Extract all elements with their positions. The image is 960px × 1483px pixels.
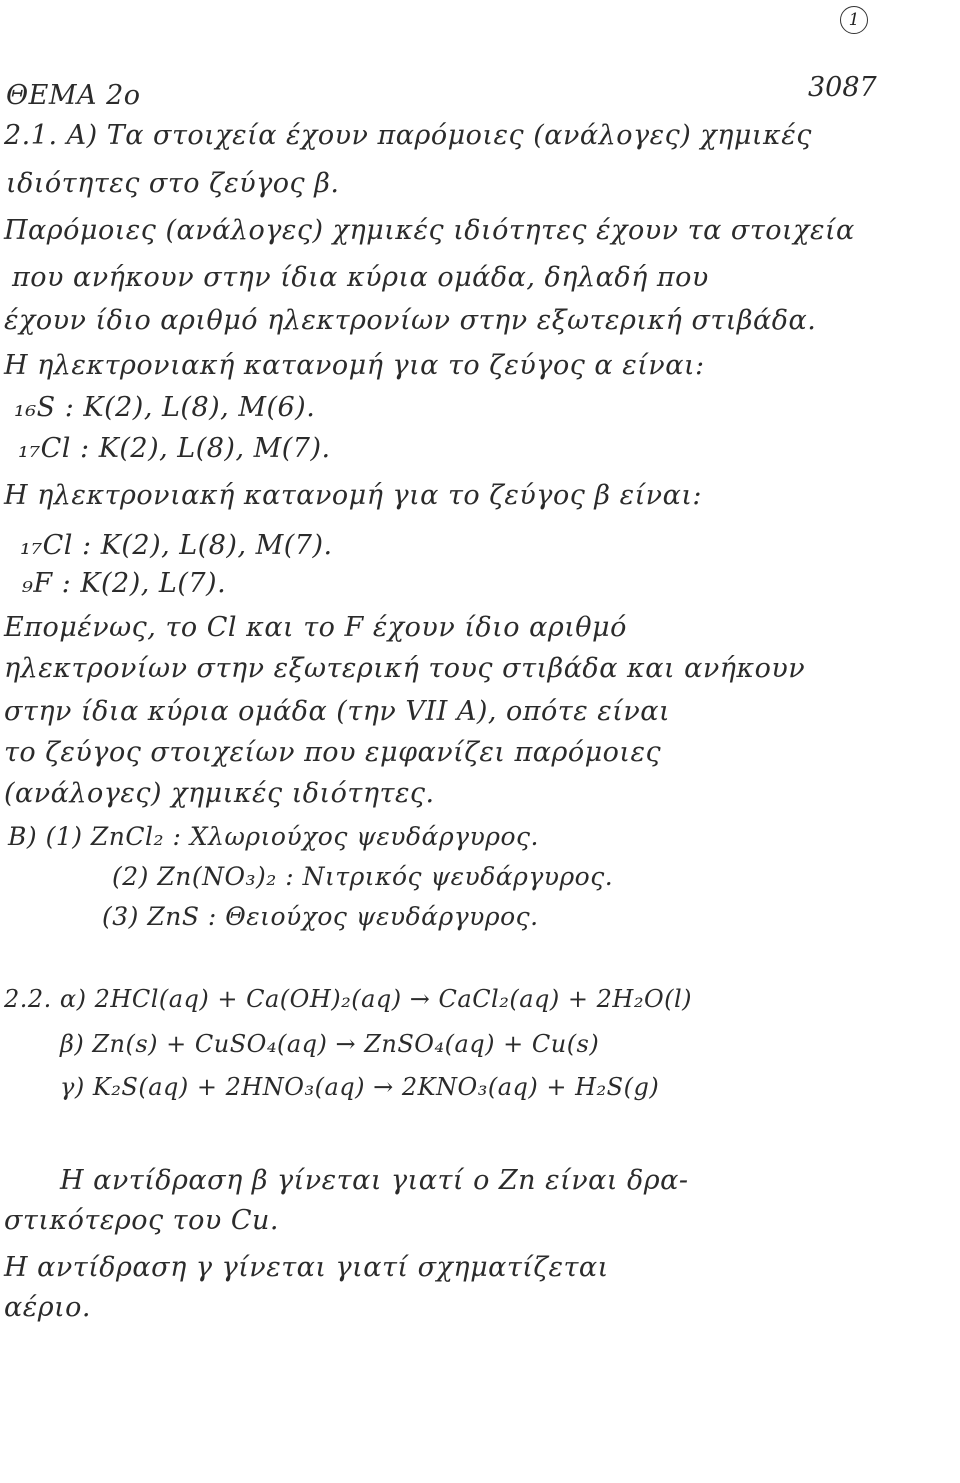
text-line: (3) ZnS : Θειούχος ψευδάργυρος. [102, 902, 539, 931]
text-line: ηλεκτρονίων στην εξωτερική τους στιβάδα και ανήκουν [4, 653, 806, 684]
text-line: Η αντίδραση β γίνεται γιατί ο Zn είναι δρα- [60, 1165, 689, 1196]
text-line: Επομένως, το Cl και το F έχουν ίδιο αριθμό [4, 612, 627, 643]
text-line: Η ηλεκτρονιακή κατανομή για το ζεύγος α είναι: [4, 350, 705, 381]
text-line: το ζεύγος στοιχείων που εμφανίζει παρόμοιες [4, 737, 662, 768]
text-line: στικότερος του Cu. [4, 1205, 279, 1236]
text-line: ₁₇Cl : K(2), L(8), M(7). [20, 530, 333, 561]
text-line: Παρόμοιες (ανάλογες) χημικές ιδιότητες έχουν τα στοιχεία [4, 215, 855, 246]
text-line: β) Zn(s) + CuSO₄(aq) → ZnSO₄(aq) + Cu(s) [60, 1030, 600, 1058]
text-line: έχουν ίδιο αριθμό ηλεκτρονίων στην εξωτερική στιβάδα. [4, 305, 817, 336]
text-line: ₁₆S : K(2), L(8), M(6). [14, 392, 316, 423]
text-line: (2) Zn(NO₃)₂ : Νιτρικός ψευδάργυρος. [112, 862, 614, 891]
text-line: ₁₇Cl : K(2), L(8), M(7). [18, 433, 331, 464]
text-line: ₉F : K(2), L(7). [22, 568, 227, 599]
text-line: στην ίδια κύρια ομάδα (την VII A), οπότε είναι [4, 696, 671, 727]
text-line: Η αντίδραση γ γίνεται γιατί σχηματίζεται [4, 1252, 609, 1283]
text-line: γ) K₂S(aq) + 2HNO₃(aq) → 2KNO₃(aq) + H₂S(g) [60, 1073, 660, 1101]
page-title: ΘΕΜΑ 2ο [6, 80, 141, 111]
question-code: 3087 [808, 72, 877, 103]
text-line: 2.1. Α) Τα στοιχεία έχουν παρόμοιες (ανάλογες) χημικές [4, 120, 812, 151]
text-line: ιδιότητες στο ζεύγος β. [6, 168, 340, 199]
page-number: 1 [840, 6, 868, 34]
text-line: (ανάλογες) χημικές ιδιότητες. [4, 778, 435, 809]
text-line: Β) (1) ZnCl₂ : Χλωριούχος ψευδάργυρος. [8, 822, 539, 851]
text-line: που ανήκουν στην ίδια κύρια ομάδα, δηλαδή που [12, 262, 709, 293]
text-line: 2.2. α) 2HCl(aq) + Ca(OH)₂(aq) → CaCl₂(aq) + 2H₂O(l) [4, 985, 693, 1013]
text-line: Η ηλεκτρονιακή κατανομή για το ζεύγος β είναι: [4, 480, 702, 511]
text-line: αέριο. [4, 1292, 92, 1323]
